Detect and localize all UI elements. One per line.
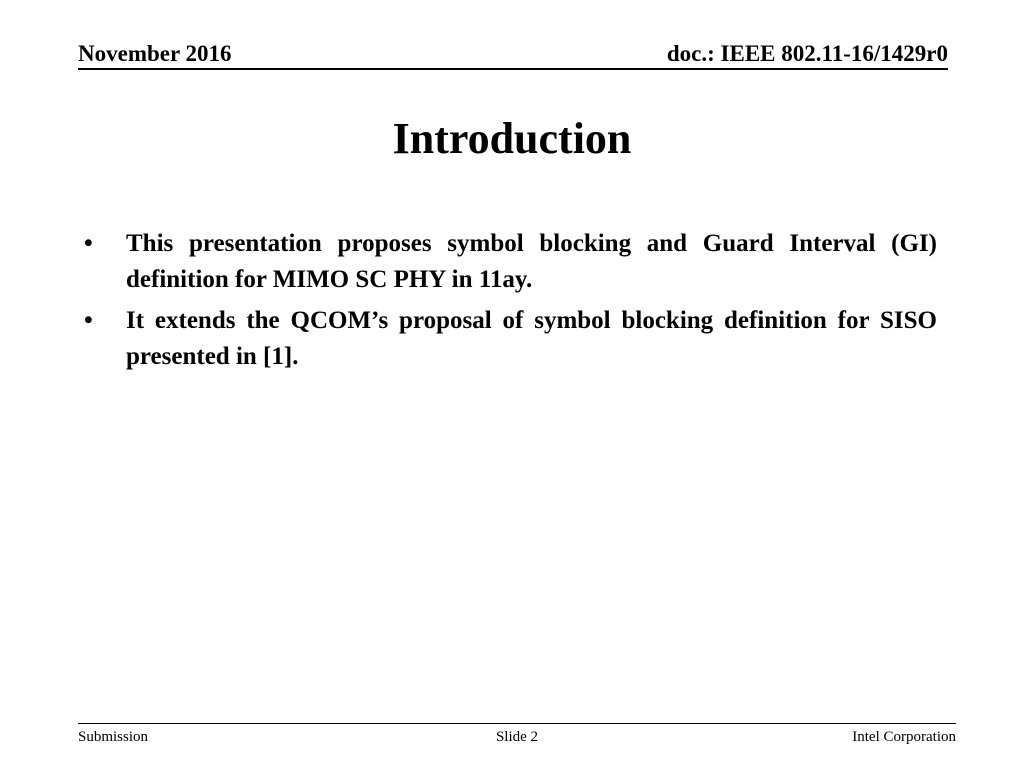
- bullet-text: This presentation proposes symbol blocking and Guard Interval (GI) definition for MIMO SC PHY in 11ay.: [126, 230, 937, 293]
- bullet-icon: •: [84, 230, 93, 257]
- bullet-item: [84, 226, 937, 298]
- slide-title: Introduction: [392, 114, 632, 163]
- header-doc-id: doc.: IEEE 802.11-16/1429r0: [666, 41, 948, 66]
- footer-submission: Submission: [78, 729, 149, 745]
- bullet-item: [84, 303, 937, 375]
- bullet-list: [84, 226, 937, 380]
- bullet-icon: •: [84, 307, 93, 334]
- bullet-text: It extends the QCOM’s proposal of symbol blocking definition for SISO presented in [1].: [126, 307, 937, 370]
- footer-divider: [78, 723, 956, 724]
- header-divider: [78, 68, 948, 70]
- header-date: November 2016: [78, 41, 232, 66]
- footer-company: Intel Corporation: [852, 729, 956, 745]
- footer-slide-number: Slide 2: [495, 729, 539, 745]
